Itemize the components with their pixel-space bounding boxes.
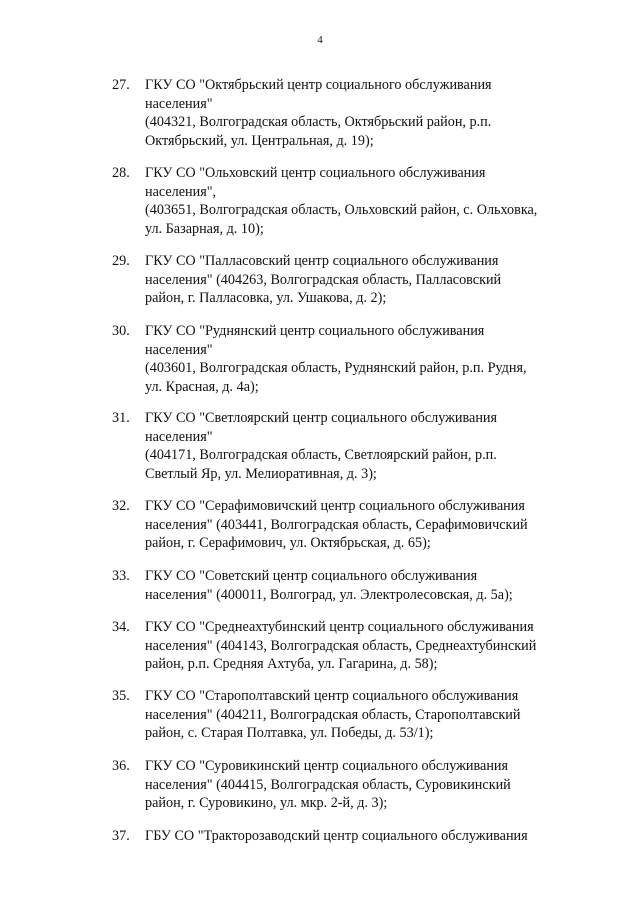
- entry-text-line: населения" (403441, Волгоградская область, Серафимовичский: [145, 516, 528, 533]
- entry-text: [145, 618, 536, 674]
- entry-text-line: (404171, Волгоградская область, Светлоярский район, р.п.: [145, 447, 497, 463]
- entry-text-line: ул. Красная, д. 4а);: [145, 378, 259, 395]
- entry-number: 28.: [112, 165, 130, 181]
- entry-text-line: населения" (404415, Волгоградская область, Суровикинский: [145, 776, 511, 793]
- entry-number: 29.: [112, 253, 130, 269]
- entry-text-line: ГКУ СО "Палласовский центр социального обслуживания: [145, 253, 499, 269]
- entry-text: [145, 322, 527, 396]
- entry-text: [145, 409, 497, 483]
- entry-text: [145, 687, 521, 743]
- entry-text-line: населения" (404143, Волгоградская область, Среднеахтубинский: [145, 637, 537, 654]
- entry-text-line: (403601, Волгоградская область, Руднянский район, р.п. Рудня,: [145, 360, 527, 376]
- entry-text-line: район, с. Старая Полтавка, ул. Победы, д. 53/1);: [145, 725, 434, 741]
- entry-text-line: район, г. Палласовка, ул. Ушакова, д. 2);: [145, 290, 387, 306]
- entry-number: 35.: [112, 688, 130, 704]
- entry-text-line: ГКУ СО "Октябрьский центр социального обслуживания: [145, 77, 492, 93]
- entry-text-line: ул. Базарная, д. 10);: [145, 220, 264, 237]
- entry-text-line: ГКУ СО "Руднянский центр социального обслуживания: [145, 323, 485, 339]
- entry-number: 32.: [112, 498, 130, 514]
- entry-text-line: ГКУ СО "Старополтавский центр социального обслуживания: [145, 688, 519, 704]
- entry-text-line: ГКУ СО "Суровикинский центр социального обслуживания: [145, 758, 509, 774]
- entry-text: [145, 757, 511, 813]
- entry-text-line: Светлый Яр, ул. Мелиоративная, д. 3);: [145, 465, 377, 482]
- entry-text-line: населения",: [145, 183, 217, 200]
- entry-text-line: населения": [145, 95, 213, 112]
- entry-number: 37.: [112, 828, 130, 844]
- entry-text-line: ГБУ СО "Тракторозаводский центр социального обслуживания: [145, 828, 528, 844]
- entry-number: 31.: [112, 410, 130, 426]
- entry-text: [145, 827, 528, 846]
- entry-text-line: ГКУ СО "Ольховский центр социального обслуживания: [145, 165, 486, 181]
- entry-text-line: (404321, Волгоградская область, Октябрьский район, р.п.: [145, 114, 492, 130]
- entry-text-line: район, г. Суровикино, ул. мкр. 2-й, д. 3);: [145, 795, 388, 811]
- entry-text-line: населения" (404211, Волгоградская область, Старополтавский: [145, 706, 521, 723]
- entry-text-line: населения" (400011, Волгоград, ул. Электролесовская, д. 5а);: [145, 586, 513, 603]
- entry-text: [145, 76, 492, 150]
- entry-text-line: (403651, Волгоградская область, Ольховский район, с. Ольховка,: [145, 202, 538, 218]
- entry-text-line: ГКУ СО "Светлоярский центр социального обслуживания: [145, 410, 498, 426]
- entry-text-line: населения": [145, 428, 213, 445]
- entry-text: [145, 567, 513, 604]
- entry-text-line: район, г. Серафимович, ул. Октябрьская, д. 65);: [145, 535, 431, 551]
- entry-number: 34.: [112, 619, 130, 635]
- entry-text-line: район, р.п. Средняя Ахтуба, ул. Гагарина, д. 58);: [145, 656, 438, 672]
- entry-text: [145, 252, 501, 308]
- entry-text-line: ГКУ СО "Серафимовичский центр социального обслуживания: [145, 498, 525, 514]
- entry-text-line: ГКУ СО "Советский центр социального обслуживания: [145, 568, 478, 584]
- page-number: 4: [317, 34, 323, 46]
- entry-number: 36.: [112, 758, 130, 774]
- entry-text: [145, 497, 528, 553]
- entry-text-line: ГКУ СО "Среднеахтубинский центр социального обслуживания: [145, 619, 534, 635]
- entry-text: [145, 164, 537, 238]
- entry-text-line: Октябрьский, ул. Центральная, д. 19);: [145, 132, 374, 149]
- entry-number: 33.: [112, 568, 130, 584]
- entry-number: 30.: [112, 323, 130, 339]
- entry-text-line: населения" (404263, Волгоградская область, Палласовский: [145, 271, 502, 288]
- entry-text-line: населения": [145, 341, 213, 358]
- entry-number: 27.: [112, 77, 130, 93]
